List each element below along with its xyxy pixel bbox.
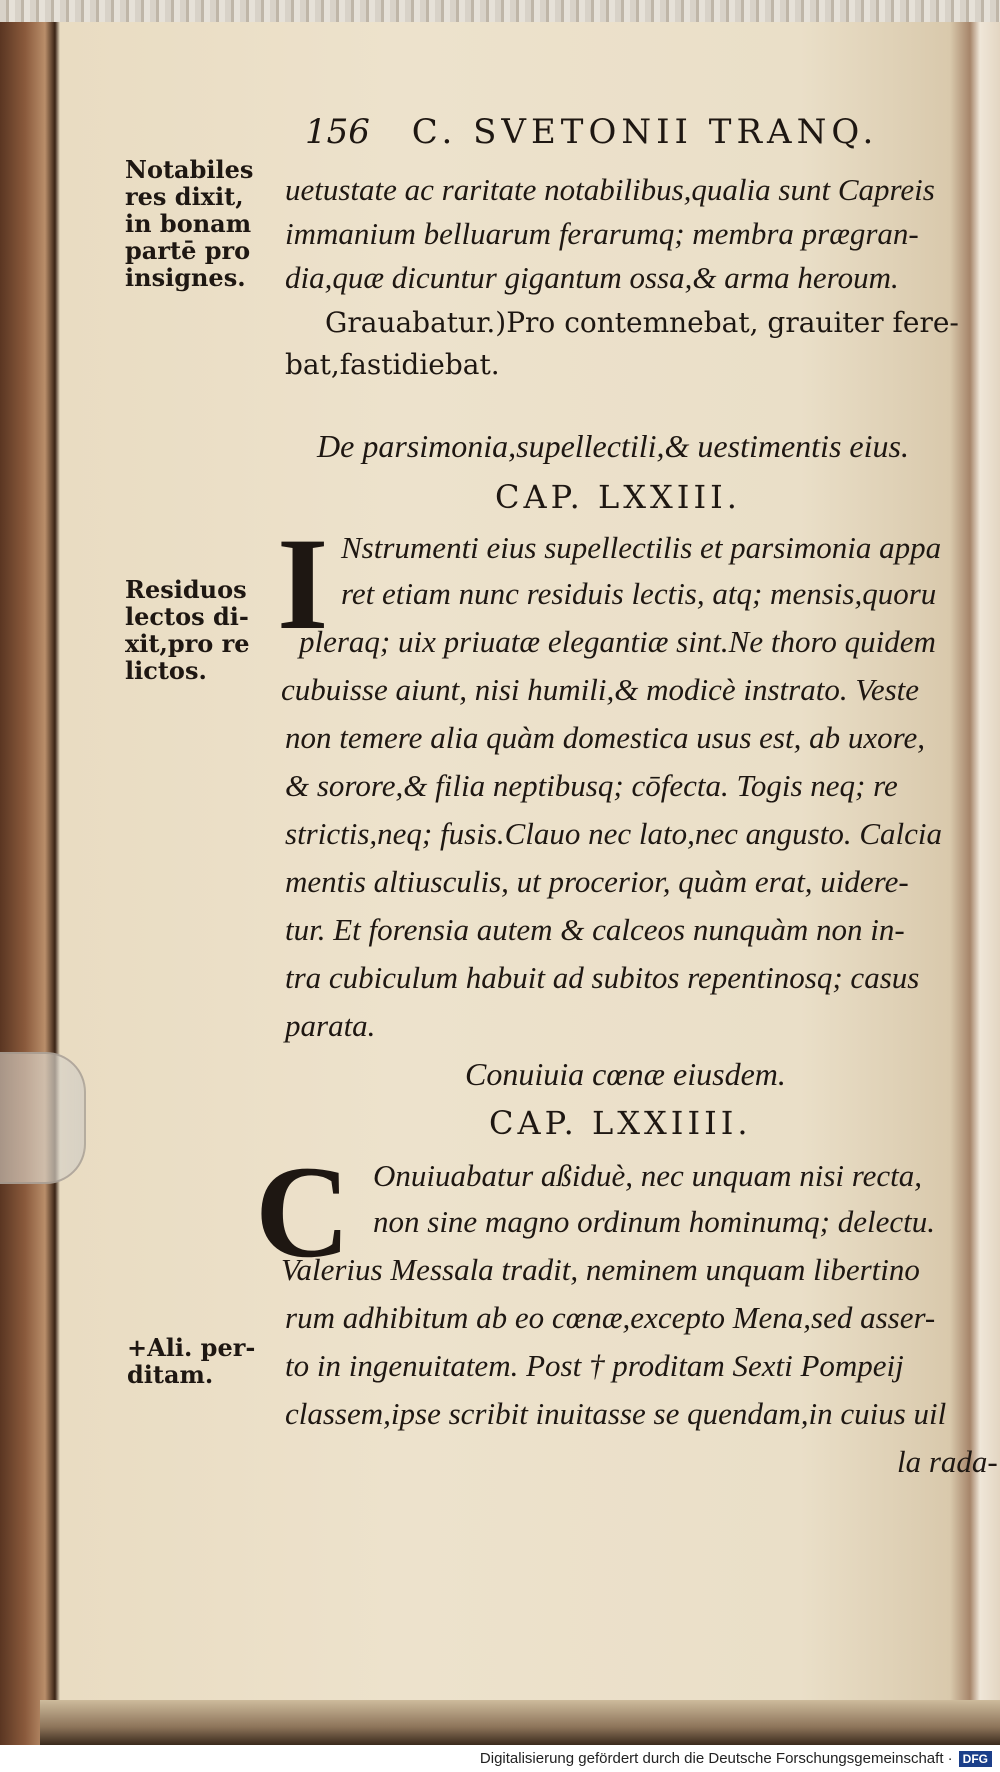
chapter-number: CAP. LXXIIII. xyxy=(489,1104,752,1142)
text-line: parata. xyxy=(285,1008,376,1043)
text-line: to in ingenuitatem. Post † proditam Sexti Pompeij xyxy=(285,1348,904,1383)
page-number: 156 xyxy=(305,112,370,152)
text-line: Onuiuabatur aßiduè, nec unquam nisi recta, xyxy=(373,1158,923,1193)
text-line: Grauabatur.)Pro contemnebat, grauiter fere- xyxy=(325,306,959,339)
text-line: ret etiam nunc residuis lectis, atq; mensis,quoru xyxy=(341,576,937,611)
text-line: classem,ipse scribit inuitasse se quendam,in cuius uil xyxy=(285,1396,947,1431)
footer-credit: Digitalisierung gefördert durch die Deutsche Forschungsgemeinschaft · xyxy=(479,1750,953,1767)
text-line: non sine magno ordinum hominumq; delectu. xyxy=(373,1204,935,1239)
digitization-footer xyxy=(0,1745,1000,1772)
text-line: Nstrumenti eius supellectilis et parsimonia appa xyxy=(341,530,942,565)
running-title: C. SVETONII TRANQ. xyxy=(411,112,879,152)
text-line: non temere alia quàm domestica usus est, ab uxore, xyxy=(285,720,925,755)
text-line: cubuisse aiunt, nisi humili,& modicè instrato. Veste xyxy=(281,672,920,707)
initial-letter: I xyxy=(277,510,329,657)
text-line: rum adhibitum ab eo cœnæ,excepto Mena,sed asser- xyxy=(285,1300,936,1335)
text-line: dia,quæ dicuntur gigantum ossa,& arma heroum. xyxy=(285,260,899,295)
section-heading: De parsimonia,supellectili,& uestimentis eius. xyxy=(317,428,909,464)
initial-letter: C xyxy=(255,1138,351,1285)
text-line: strictis,neq; fusis.Clauo nec lato,nec angusto. Calcia xyxy=(285,816,942,851)
text-line: pleraq; uix priuatæ elegantiæ sint.Ne thoro quidem xyxy=(299,624,936,659)
page-top-edge xyxy=(0,0,1000,22)
chapter-number: CAP. LXXIII. xyxy=(495,478,741,516)
text-line: mentis altiusculis, ut procerior, quàm erat, uidere- xyxy=(285,864,909,899)
text-line: tur. Et forensia autem & calceos nunquàm non in- xyxy=(285,912,905,947)
text-line: bat,fastidiebat. xyxy=(285,348,500,381)
margin-note: +Ali. per- ditam. xyxy=(127,1333,256,1389)
margin-note: Residuos lectos di- xit,pro re lictos. xyxy=(125,575,250,685)
running-header xyxy=(305,112,965,152)
page-bottom-edge xyxy=(40,1700,1000,1745)
text-line: Valerius Messala tradit, neminem unquam libertino xyxy=(281,1252,920,1287)
text-line: uetustate ac raritate notabilibus,qualia sunt Capreis xyxy=(285,172,935,207)
text-line: & sorore,& filia neptibusq; cōfecta. Togis neq; re xyxy=(285,768,898,803)
text-line: immanium belluarum ferarumq; membra prægran- xyxy=(285,216,919,251)
text-line: tra cubiculum habuit ad subitos repentinosq; casus xyxy=(285,960,920,995)
text-page xyxy=(55,30,998,1710)
text-line: la rada- xyxy=(897,1444,998,1479)
dfg-logo: DFG xyxy=(959,1751,992,1767)
margin-note: Notabiles res dixit, in bonam partē pro insignes. xyxy=(125,155,254,292)
section-heading: Conuiuia cœnæ eiusdem. xyxy=(465,1056,786,1092)
